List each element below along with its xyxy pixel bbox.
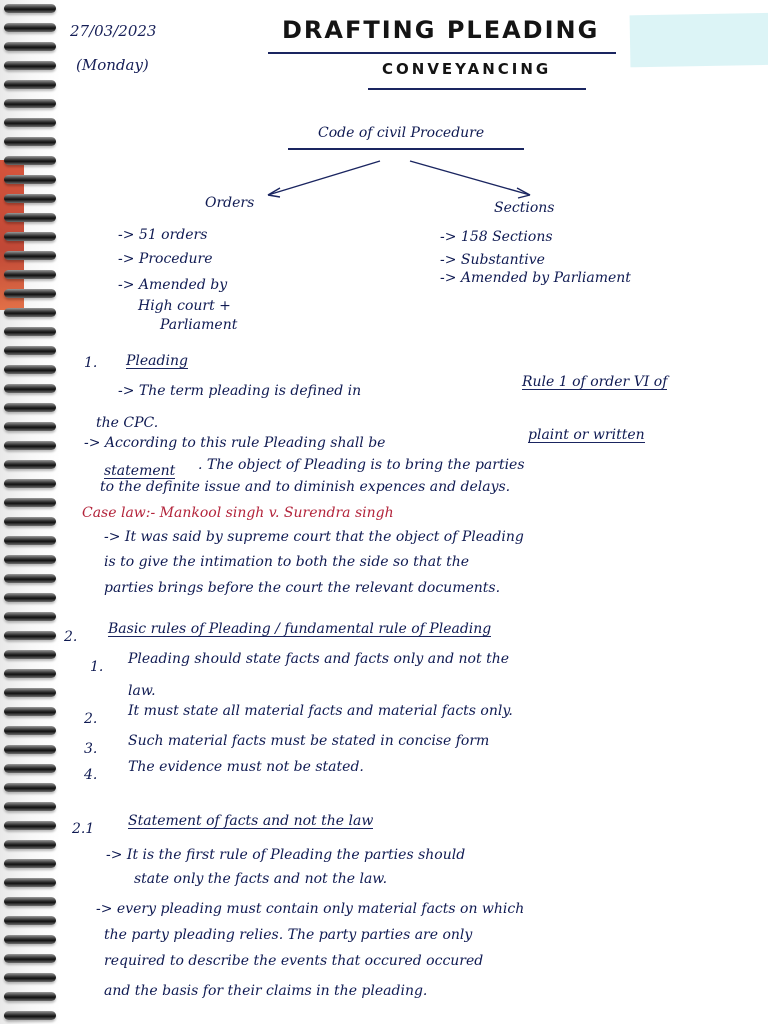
text-line: -> It was said by supreme court that the object of Pleading <box>104 529 524 545</box>
plaint-written: plaint or written <box>528 427 645 443</box>
cpc-heading: Code of civil Procedure <box>318 125 485 141</box>
cpc-underline <box>288 148 524 150</box>
spiral-ring <box>4 23 56 32</box>
spiral-ring <box>4 42 56 51</box>
spiral-ring <box>4 422 56 431</box>
spiral-ring <box>4 840 56 849</box>
tape-strip <box>630 13 768 68</box>
subtitle-underline <box>368 88 586 90</box>
rule-text: Such material facts must be stated in concise form <box>128 733 490 749</box>
spiral-ring <box>4 80 56 89</box>
spiral-ring <box>4 935 56 944</box>
case-law: Case law:- Mankool singh v. Surendra singh <box>82 505 394 521</box>
spiral-ring <box>4 669 56 678</box>
section-heading: Pleading <box>126 353 188 369</box>
spiral-ring <box>4 118 56 127</box>
spiral-ring <box>4 992 56 1001</box>
text-line: to the definite issue and to diminish expences and delays. <box>100 479 511 495</box>
spiral-ring <box>4 745 56 754</box>
spiral-ring <box>4 99 56 108</box>
text-line: the CPC. <box>96 415 159 431</box>
spiral-ring <box>4 821 56 830</box>
spiral-ring <box>4 764 56 773</box>
orders-item: Parliament <box>160 317 238 333</box>
spiral-ring <box>4 346 56 355</box>
sections-label: Sections <box>494 200 555 216</box>
spiral-ring <box>4 308 56 317</box>
spiral-ring <box>4 517 56 526</box>
spiral-ring <box>4 156 56 165</box>
text-line: and the basis for their claims in the pleading. <box>104 983 428 999</box>
spiral-ring <box>4 631 56 640</box>
text-line: . The object of Pleading is to bring the parties <box>198 457 525 473</box>
rule-number: 1. <box>90 659 104 675</box>
statement-word: statement <box>104 463 176 479</box>
sections-item: -> 158 Sections <box>440 229 553 245</box>
spiral-ring <box>4 878 56 887</box>
text-line: parties brings before the court the relevant documents. <box>104 580 501 596</box>
orders-item: -> 51 orders <box>118 227 208 243</box>
spiral-ring <box>4 574 56 583</box>
spiral-ring <box>4 783 56 792</box>
rule-number: 2. <box>84 711 98 727</box>
date: 27/03/2023 <box>70 22 157 40</box>
spiral-ring <box>4 479 56 488</box>
spiral-ring <box>4 707 56 716</box>
spiral-ring <box>4 973 56 982</box>
text-line: -> The term pleading is defined in <box>118 383 362 399</box>
spiral-ring <box>4 593 56 602</box>
branch-arrows <box>240 155 540 205</box>
spiral-ring <box>4 555 56 564</box>
rule-text: The evidence must not be stated. <box>128 759 364 775</box>
spiral-ring <box>4 270 56 279</box>
spiral-ring <box>4 650 56 659</box>
spiral-ring <box>4 1011 56 1020</box>
spiral-ring <box>4 289 56 298</box>
spiral-ring <box>4 384 56 393</box>
spiral-ring <box>4 802 56 811</box>
text-line: -> According to this rule Pleading shall be <box>84 435 386 451</box>
rule-number: 4. <box>84 767 98 783</box>
page-title: DRAFTING PLEADING <box>282 16 600 44</box>
rule-text: It must state all material facts and material facts only. <box>128 703 513 719</box>
spiral-binding <box>0 0 62 1024</box>
spiral-ring <box>4 897 56 906</box>
spiral-ring <box>4 175 56 184</box>
text-line: -> It is the first rule of Pleading the parties should <box>106 847 466 863</box>
spiral-ring <box>4 688 56 697</box>
rule-reference: Rule 1 of order VI of <box>522 374 668 390</box>
spiral-ring <box>4 61 56 70</box>
orders-label: Orders <box>205 195 255 211</box>
spiral-ring <box>4 536 56 545</box>
spiral-ring <box>4 403 56 412</box>
text-line: required to describe the events that occured occured <box>104 953 484 969</box>
spiral-ring <box>4 232 56 241</box>
sections-item: -> Amended by Parliament <box>440 270 631 286</box>
spiral-ring <box>4 441 56 450</box>
text-line: -> every pleading must contain only material facts on which <box>96 901 525 917</box>
spiral-ring <box>4 213 56 222</box>
section-number: 2. <box>64 629 78 645</box>
spiral-ring <box>4 365 56 374</box>
orders-item: -> Procedure <box>118 251 213 267</box>
page-subtitle: CONVEYANCING <box>382 60 552 78</box>
rule-number: 3. <box>84 741 98 757</box>
spiral-ring <box>4 251 56 260</box>
orders-item: -> Amended by <box>118 277 228 293</box>
text-line: the party pleading relies. The party parties are only <box>104 927 473 943</box>
spiral-ring <box>4 4 56 13</box>
section-heading: Basic rules of Pleading / fundamental rule of Pleading <box>108 621 492 637</box>
text-line: state only the facts and not the law. <box>134 871 388 887</box>
spiral-ring <box>4 954 56 963</box>
rule-text: Pleading should state facts and facts only and not the <box>128 651 509 667</box>
section-heading: Statement of facts and not the law <box>128 813 374 829</box>
day: (Monday) <box>76 56 149 74</box>
spiral-ring <box>4 859 56 868</box>
spiral-ring <box>4 327 56 336</box>
rule-text: law. <box>128 683 156 699</box>
text-line: is to give the intimation to both the side so that the <box>104 554 470 570</box>
spiral-ring <box>4 916 56 925</box>
spiral-ring <box>4 137 56 146</box>
spiral-ring <box>4 498 56 507</box>
spiral-ring <box>4 460 56 469</box>
spiral-ring <box>4 612 56 621</box>
spiral-ring <box>4 726 56 735</box>
section-number: 2.1 <box>72 821 95 837</box>
spiral-ring <box>4 194 56 203</box>
orders-item: High court + <box>138 298 231 314</box>
title-underline <box>268 52 616 54</box>
sections-item: -> Substantive <box>440 252 545 268</box>
section-number: 1. <box>84 355 98 371</box>
